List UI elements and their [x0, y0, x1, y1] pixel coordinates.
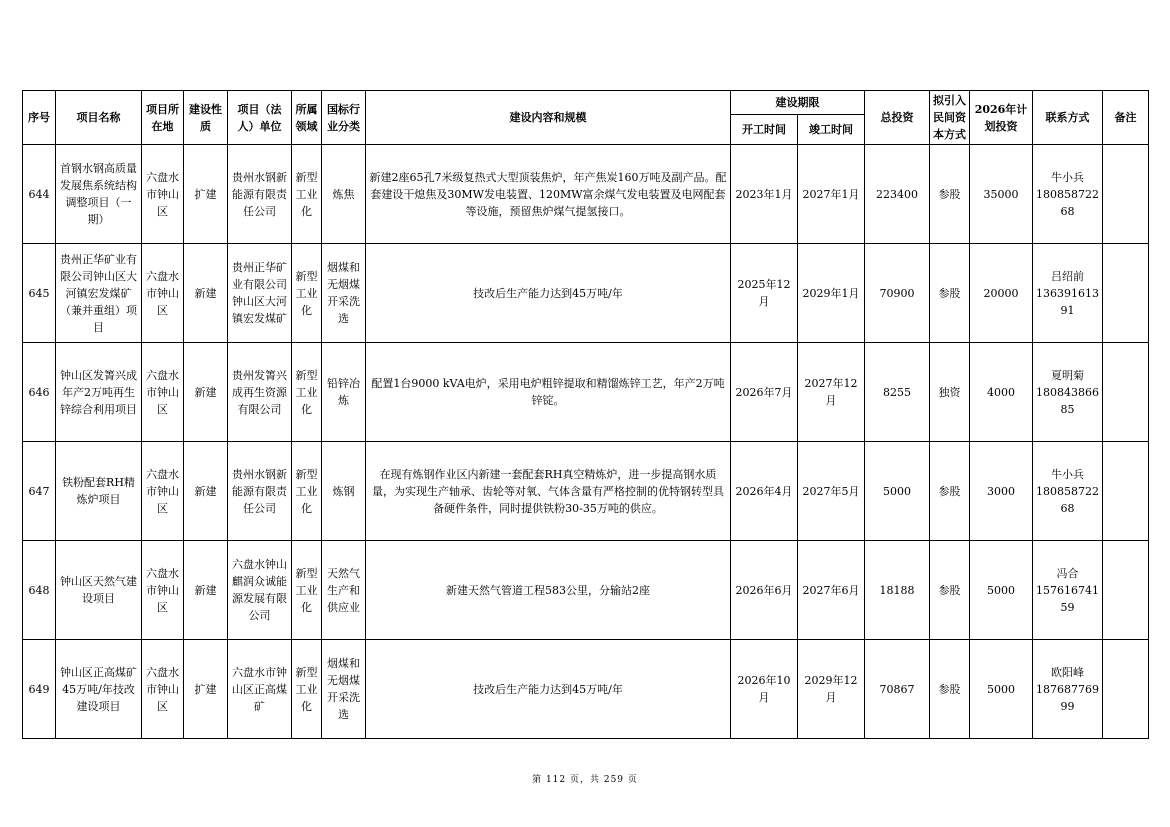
cell-contact: [1033, 640, 1103, 739]
cell-seq: 646: [23, 343, 56, 442]
cell-industry: 烟煤和无烟煤开采洗选: [322, 244, 366, 343]
cell-name: 铁粉配套RH精炼炉项目: [56, 442, 142, 541]
cell-end: 2029年12月: [798, 640, 865, 739]
cell-start: 2026年6月: [731, 541, 798, 640]
cell-entity: 六盘水钟山麒润众诚能源发展有限公司: [228, 541, 292, 640]
cell-industry: 烟煤和无烟煤开采洗选: [322, 640, 366, 739]
col-header-nature: 建设性质: [184, 91, 228, 145]
cell-plan: 4000: [970, 343, 1033, 442]
contact-name: 吕绍前: [1051, 269, 1084, 283]
cell-name: 钟山区天然气建设项目: [56, 541, 142, 640]
table-row: [23, 343, 1149, 442]
cell-nature: 扩建: [184, 145, 228, 244]
cell-entity: 贵州水钢新能源有限责任公司: [228, 442, 292, 541]
cell-name: 钟山区发箐兴成年产2万吨再生锌综合利用项目: [56, 343, 142, 442]
cell-investment: 70900: [865, 244, 930, 343]
cell-capital: 参股: [930, 541, 970, 640]
col-header-entity: 项目（法人）单位: [228, 91, 292, 145]
projects-table: [22, 90, 1149, 739]
col-header-period: 建设期限: [731, 91, 865, 115]
contact-phone: 18084386685: [1036, 385, 1099, 416]
cell-remark: [1103, 640, 1149, 739]
cell-field: 新型工业化: [292, 244, 322, 343]
cell-nature: 新建: [184, 244, 228, 343]
col-header-end: 竣工时间: [798, 115, 865, 145]
cell-field: 新型工业化: [292, 343, 322, 442]
cell-plan: 3000: [970, 442, 1033, 541]
cell-seq: 647: [23, 442, 56, 541]
cell-location: 六盘水市钟山区: [142, 541, 184, 640]
cell-entity: 贵州水钢新能源有限责任公司: [228, 145, 292, 244]
cell-name: 首钢水钢高质量发展焦系统结构调整项目（一期）: [56, 145, 142, 244]
table-row: [23, 541, 1149, 640]
col-header-plan: 2026年计划投资: [970, 91, 1033, 145]
col-header-field: 所属领域: [292, 91, 322, 145]
cell-entity: 六盘水市钟山区正高煤矿: [228, 640, 292, 739]
cell-location: 六盘水市钟山区: [142, 244, 184, 343]
col-header-industry: 国标行业分类: [322, 91, 366, 145]
cell-start: 2025年12月: [731, 244, 798, 343]
cell-plan: 5000: [970, 640, 1033, 739]
contact-phone: 18085872268: [1036, 187, 1099, 218]
cell-contact: [1033, 145, 1103, 244]
contact-phone: 13639161391: [1036, 286, 1099, 317]
cell-investment: 223400: [865, 145, 930, 244]
cell-contact: [1033, 343, 1103, 442]
cell-industry: 天然气生产和供应业: [322, 541, 366, 640]
cell-contact: [1033, 244, 1103, 343]
table-header: [23, 91, 1149, 145]
cell-plan: 35000: [970, 145, 1033, 244]
cell-start: 2026年10月: [731, 640, 798, 739]
cell-field: 新型工业化: [292, 442, 322, 541]
col-header-name: 项目名称: [56, 91, 142, 145]
contact-name: 牛小兵: [1051, 170, 1084, 184]
page-number: 第 112 页，共 259 页: [532, 775, 638, 785]
cell-content: 新建天然气管道工程583公里，分输站2座: [366, 541, 731, 640]
cell-content: 技改后生产能力达到45万吨/年: [366, 640, 731, 739]
cell-investment: 70867: [865, 640, 930, 739]
cell-capital: 参股: [930, 244, 970, 343]
cell-investment: 8255: [865, 343, 930, 442]
cell-industry: 炼钢: [322, 442, 366, 541]
contact-name: 欧阳峰: [1051, 665, 1084, 679]
cell-plan: 5000: [970, 541, 1033, 640]
cell-field: 新型工业化: [292, 541, 322, 640]
contact-name: 牛小兵: [1051, 467, 1084, 481]
cell-location: 六盘水市钟山区: [142, 343, 184, 442]
cell-capital: 参股: [930, 640, 970, 739]
cell-nature: 扩建: [184, 640, 228, 739]
cell-investment: 5000: [865, 442, 930, 541]
cell-remark: [1103, 343, 1149, 442]
cell-seq: 645: [23, 244, 56, 343]
cell-industry: 铅锌冶炼: [322, 343, 366, 442]
table-body: [23, 145, 1149, 739]
col-header-capital: 拟引入民间资本方式: [930, 91, 970, 145]
cell-name: 钟山区正高煤矿45万吨/年技改建设项目: [56, 640, 142, 739]
cell-seq: 649: [23, 640, 56, 739]
cell-entity: 贵州正华矿业有限公司钟山区大河镇宏发煤矿: [228, 244, 292, 343]
cell-end: 2027年12月: [798, 343, 865, 442]
cell-industry: 炼焦: [322, 145, 366, 244]
contact-name: 夏明菊: [1051, 368, 1084, 382]
col-header-location: 项目所在地: [142, 91, 184, 145]
cell-contact: [1033, 541, 1103, 640]
col-header-remark: 备注: [1103, 91, 1149, 145]
cell-content: 在现有炼钢作业区内新建一套配套RH真空精炼炉，进一步提高钢水质量，为实现生产轴承、齿轮等对氧、气体含量有严格控制的优特钢转型具备硬件条件，同时提供铁粉30-35万吨的供应。: [366, 442, 731, 541]
cell-contact: [1033, 442, 1103, 541]
cell-remark: [1103, 541, 1149, 640]
cell-location: 六盘水市钟山区: [142, 640, 184, 739]
contact-name: 冯合: [1056, 566, 1079, 580]
cell-end: 2027年5月: [798, 442, 865, 541]
cell-capital: 参股: [930, 145, 970, 244]
cell-name: 贵州正华矿业有限公司钟山区大河镇宏发煤矿（兼并重组）项目: [56, 244, 142, 343]
cell-content: 技改后生产能力达到45万吨/年: [366, 244, 731, 343]
contact-phone: 18085872268: [1036, 484, 1099, 515]
cell-remark: [1103, 145, 1149, 244]
col-header-start: 开工时间: [731, 115, 798, 145]
cell-end: 2029年1月: [798, 244, 865, 343]
table-row: [23, 640, 1149, 739]
cell-remark: [1103, 442, 1149, 541]
cell-entity: 贵州发箐兴成再生资源有限公司: [228, 343, 292, 442]
cell-end: 2027年1月: [798, 145, 865, 244]
cell-field: 新型工业化: [292, 145, 322, 244]
table-row: [23, 145, 1149, 244]
page-footer: [0, 772, 1170, 785]
cell-plan: 20000: [970, 244, 1033, 343]
cell-start: 2023年1月: [731, 145, 798, 244]
table-row: [23, 244, 1149, 343]
col-header-investment: 总投资: [865, 91, 930, 145]
cell-capital: 参股: [930, 442, 970, 541]
col-header-contact: 联系方式: [1033, 91, 1103, 145]
cell-content: 新建2座65孔7米级复热式大型顶装焦炉，年产焦炭160万吨及副产品。配套建设干熄焦及30MW发电装置、120MW富余煤气发电装置及电网配套等设施，预留焦炉煤气提氢接口。: [366, 145, 731, 244]
cell-end: 2027年6月: [798, 541, 865, 640]
cell-start: 2026年7月: [731, 343, 798, 442]
contact-phone: 15761674159: [1036, 583, 1099, 614]
cell-remark: [1103, 244, 1149, 343]
cell-seq: 648: [23, 541, 56, 640]
cell-nature: 新建: [184, 541, 228, 640]
cell-location: 六盘水市钟山区: [142, 145, 184, 244]
cell-seq: 644: [23, 145, 56, 244]
cell-capital: 独资: [930, 343, 970, 442]
col-header-seq: 序号: [23, 91, 56, 145]
cell-nature: 新建: [184, 442, 228, 541]
table-row: [23, 442, 1149, 541]
cell-nature: 新建: [184, 343, 228, 442]
cell-content: 配置1台9000 kVA电炉，采用电炉粗锌提取和精馏炼锌工艺，年产2万吨锌锭。: [366, 343, 731, 442]
col-header-content: 建设内容和规模: [366, 91, 731, 145]
contact-phone: 18768776999: [1036, 682, 1099, 713]
cell-field: 新型工业化: [292, 640, 322, 739]
cell-location: 六盘水市钟山区: [142, 442, 184, 541]
cell-start: 2026年4月: [731, 442, 798, 541]
cell-investment: 18188: [865, 541, 930, 640]
